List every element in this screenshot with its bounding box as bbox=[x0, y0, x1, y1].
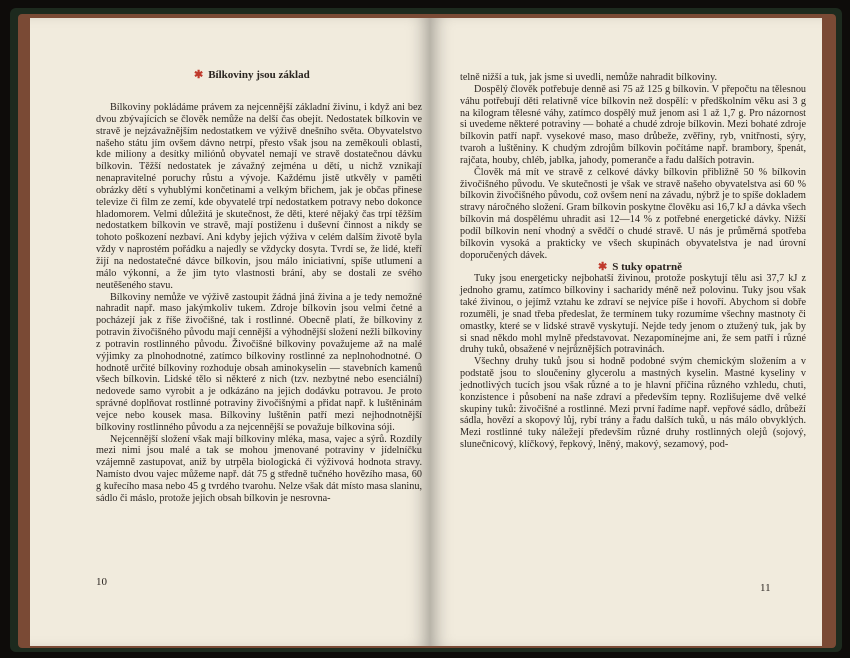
paragraph: Nejcennější složení však mají bílkoviny mléka, masa, vajec a sýrů. Rozdíly mezi nimi jsou malé a tak se mohou jmenované potraviny v jídelníčku vzájemně zastupovat, aniž by utrpěla biologická či výživová hodnota stravy. Namísto dvou vajec můžeme např. dát 75 g středně tučného hovězího masa, 60 g kuřecího masa nebo 45 g tvrdého tvarohu. Nelze však dát místo masa slaninu, sádlo či máslo, protože jejich obsah bílkovin je nesrovna- bbox=[96, 433, 422, 504]
paragraph: telně nižší a tuk, jak jsme si uvedli, nemůže nahradit bílkoviny. bbox=[460, 72, 718, 83]
section-heading-fats: ✱ S tuky opatrně bbox=[598, 260, 682, 273]
paragraph: Dospělý člověk potřebuje denně asi 75 až 125 g bílkovin. V přepočtu na tělesnou váhu potřebují děti relativně více bílkovin než dospělí: v předškolním věku asi 3 g na kilogram tělesné váhy, zatímco dospělý muž jenom asi 1 až 1,7 g. Pro názornost si uvedeme některé potraviny — bohaté a chudé zdroje bílkovin. Mezi bohaté zdroje bílkovin patří např. vysekové maso, maso drůbeže, zvěřiny, ryb, vnitřnosti, sýry, tvaroh a luštěniny. K chudým zdrojům bílkovin počítáme např. brambory, špenát, rajčata, houby, chléb, jablka, jahody, pomeranče a řadu dalších potravin. bbox=[460, 83, 806, 166]
paragraph: Tuky jsou energeticky nejbohatší živinou, protože poskytují tělu asi 37,7 kJ z jednoho gramu, zatímco bílkoviny i sacharidy méně než polovinu. Tuky jsou však také živinou, o jejímž vztahu ke zdraví se nejvíce píše i hovoří. Abychom si dobře rozuměli, je snad třeba předeslat, že termínem tuky rozumíme všechny mastnoty či omastky, které se v lidské stravě vyskytují. Nejde tedy jenom o ztužený tuk, jak by si snad někdo mohl mylně představovat. Nezapomínejme ani, že sem patří i různé druhy tuků, obsažené v nejrůznějších potravinách. bbox=[460, 273, 806, 356]
section-heading-proteins: ✱ Bílkoviny jsou základ bbox=[194, 69, 310, 81]
right-text-column bbox=[460, 72, 806, 451]
paragraph: Bílkoviny pokládáme právem za nejcennější základní živinu, i když ani bez dvou zbývajících se člověk nemůže na delší čas obejít. Nedostatek bílkovin ve stravě je nejzávažnějším nedostatkem ve výživě dnešního světa. Obyvatelstvo našeho státu jím ovšem dávno netrpí, přesto však jsou na zeměkouli oblasti, kde miliony a desítky miliónů obyvatel nemají ve stravě dostatečnou dávku bílkovin. Těžší nedostatek je závažný zejména u dětí, u nichž vznikají nenapravitelné poruchy růstu a vývoje. Každému jistě utkvěly v paměti obrázky dětí s vyhublými končetinami a velkým břichem, jak je občas přinese televize či film ze zemí, kde obyvatelé trpí nedostatkem potravy nebo dokonce hladomorem. Velmi důležitá je skutečnost, že děti, které nějaký čas trpí těžším nedostatkem bílkovin ve stravě, mají postiženu i duševní činnost a nikdy se tohoto poškození nezbaví. Ani kdyby jejich výživa v celém dalším životě byla vždy v naprostém pořádku a najedly se vždycky dosyta. Tvrdí se, že lidé, kteří žijí na nedostatečné dávce bílkovin, jsou málo iniciativní, spíše utlumení a málo výkonní, a že jim tyto vlastnosti brání, aby se dostali ze svého neutěšeného stavu. bbox=[96, 102, 422, 291]
paragraph: Člověk má mít ve stravě z celkové dávky bílkovin přibližně 50 % bílkovin živočišného původu. Ve skutečnosti je však ve stravě našeho obyvatelstva asi 60 % bílkovin živočišného původu, což ovšem není na závadu, nýbrž je to spíše dokladem stravy náročného složení. Gram bílkovin poskytne člověku asi 16,7 kJ a dávka všech bílkovin má dospělému uhradit asi 12—14 % z potřebné energetické dávky. Nižší podíl bílkovin není vhodný a svědčí o chudé stravě. U nás je průměrná spotřeba bílkovin vysoká a prakticky ve všech skupinách obyvatelstva je nad úrovní doporučených dávek. bbox=[460, 166, 806, 261]
right-page bbox=[430, 18, 822, 646]
page-number-right: 11 bbox=[760, 582, 771, 594]
star-icon: ✱ bbox=[194, 69, 204, 81]
paragraph: Bílkoviny nemůže ve výživě zastoupit žádná jiná živina a je tedy nemožné nahradit např. maso jakýmkoliv tukem. Zdroje bílkovin jsou velmi četné a pocházejí jak z říše živočišné, tak i rostlinné. Obecně platí, že bílkoviny z potravin živočišného původu mají cennější a výhodnější složení nežli bílkoviny z potravin rostlinného původu. Živočišné bílkoviny považujeme až na malé výjimky za plnohodnotné, zatímco bílkoviny rostlinné za neplnohodnotné. O hodnotě určité bílkoviny rozhoduje obsah aminokyselin — stavebních kamenů všech bílkovin. Lidské tělo si některé z nich (tzv. nezbytné nebo esenciální) nedovede samo vyrobit a je odkázáno na jejich dodávku potravou. Je proto správné doplňovat rostlinné potraviny živočišnými a přidat např. k luštěninám vejce nebo kousek masa. Bílkoviny luštěnin patří mezi nejhodnotnější bílkoviny rostlinného původu a za nejcennější se považuje bílkovina sóji. bbox=[96, 291, 422, 433]
paragraph: Všechny druhy tuků jsou si hodně podobné svým chemickým složením a v podstatě jsou to sloučeniny glycerolu a mastných kyselin. Mastné kyseliny v jednotlivých tucích jsou však různé a to je hlavní příčina různého vzhledu, chuti, konzistence i působení na naše zdraví a především tepny. Rozlišujeme dvě velké skupiny tuků: živočišné a rostlinné. Mezi první řadíme např. vepřové sádlo, drůbeží sádla, hovězí a skopový lůj, rybí trány a řadu dalších tuků, u nás málo obvyklých. Mezi rostlinné tuky náležejí především různé druhy rostlinných olejů (sojový, slunečnicový, klíčkový, řepkový, lněný, makový, sezamový, pod- bbox=[460, 356, 806, 451]
left-page bbox=[30, 18, 430, 646]
page-number-left: 10 bbox=[96, 576, 107, 588]
star-icon: ✱ bbox=[598, 260, 608, 273]
left-text-column bbox=[96, 102, 422, 505]
